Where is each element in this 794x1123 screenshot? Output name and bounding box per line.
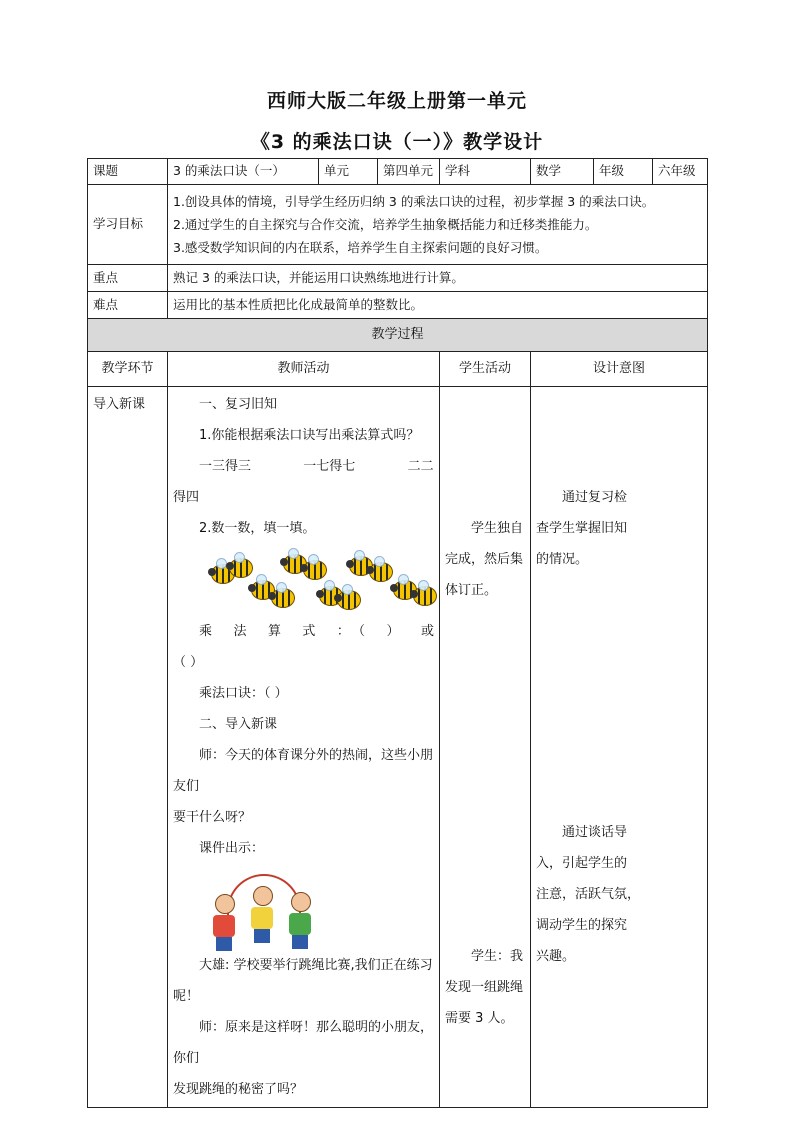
design-intent	[531, 387, 708, 1108]
formula-line: 乘 法 算 式 ：（ ） 或	[199, 624, 434, 639]
topic-value: 3 的乘法口诀（一）	[168, 159, 319, 185]
teacher-line: 师：原来是这样呀！那么聪明的小朋友，你们	[173, 1020, 434, 1066]
stage-cell	[88, 387, 168, 1108]
bees-illustration	[203, 550, 434, 614]
intent-text: 兴趣。	[536, 949, 576, 964]
intro-title: 二、导入新课	[199, 717, 278, 732]
question-2: 2.数一数，填一填。	[199, 521, 316, 536]
formula-line-2: （ ）	[173, 655, 204, 670]
courseware-label: 课件出示：	[199, 841, 265, 856]
intent-text: 入，引起学生的	[536, 856, 628, 871]
header-intent: 设计意图	[531, 352, 708, 387]
chant-item: 一三得三	[199, 459, 252, 474]
question-1: 1.你能根据乘法口诀写出乘法算式吗？	[199, 428, 420, 443]
student-text: 发现一组跳绳	[445, 980, 524, 995]
chant-fill-line: 乘法口诀：（ ）	[199, 686, 288, 701]
teacher-line: 师：今天的体育课分外的热闹，这些小朋友们	[173, 748, 434, 794]
topic-label: 课题	[88, 159, 168, 185]
bee-icon	[271, 588, 295, 608]
jump-rope-illustration	[213, 872, 313, 942]
bee-icon	[337, 590, 361, 610]
bee-icon	[369, 562, 393, 582]
teacher-line: 要干什么呀？	[173, 810, 252, 825]
difficulty-label: 难点	[88, 292, 168, 319]
teacher-activity	[168, 387, 440, 1108]
goals-label: 学习目标	[88, 185, 168, 265]
goal-item: 1.创设具体的情境，引导学生经历归纳 3 的乘法口诀的过程，初步掌握 3 的乘法口诀。	[173, 194, 655, 209]
goal-item: 2.通过学生的自主探究与合作交流，培养学生抽象概括能力和迁移类推能力。	[173, 217, 598, 232]
document-title: 西师大版二年级上册第一单元	[266, 90, 527, 112]
student-text: 学生独自	[471, 521, 524, 536]
student-text: 学生：我	[471, 949, 524, 964]
subject-value: 数学	[531, 159, 594, 185]
subject-label: 学科	[440, 159, 531, 185]
child-figure	[213, 894, 235, 951]
review-title: 一、复习旧知	[199, 397, 278, 412]
stage-label: 导入新课	[93, 397, 146, 412]
chant-item: 二二得四	[173, 459, 434, 505]
header-student: 学生活动	[440, 352, 531, 387]
goals-list	[168, 185, 708, 265]
intent-text: 注意，活跃气氛，	[536, 887, 641, 902]
lesson-title: 《3 的乘法口诀（一）》教学设计	[250, 131, 544, 153]
student-text: 完成，然后集	[445, 552, 524, 567]
unit-value: 第四单元	[378, 159, 440, 185]
difficulty-text: 运用比的基本性质把比化成最简单的整数比。	[168, 292, 708, 319]
teacher-line: 发现跳绳的秘密了吗？	[173, 1082, 304, 1097]
goal-item: 3.感受数学知识间的内在联系，培养学生自主探索问题的良好习惯。	[173, 240, 548, 255]
child-figure	[289, 892, 311, 949]
child-figure	[251, 886, 273, 943]
intent-text: 查学生掌握旧知	[536, 521, 628, 536]
grade-value: 六年级	[653, 159, 708, 185]
daxiong-line: 大雄: 学校要举行跳绳比赛,我们正在练习呢！	[173, 958, 433, 1004]
intent-text: 通过复习检	[562, 490, 628, 505]
chant-row	[173, 451, 434, 513]
chant-item: 一七得七	[303, 459, 356, 474]
unit-label: 单元	[319, 159, 378, 185]
grade-label: 年级	[594, 159, 653, 185]
intent-text: 调动学生的探究	[536, 918, 628, 933]
intent-text: 的情况。	[536, 552, 589, 567]
intent-text: 通过谈话导	[562, 825, 628, 840]
process-title: 教学过程	[88, 319, 708, 352]
key-point-text: 熟记 3 的乘法口诀，并能运用口诀熟练地进行计算。	[168, 265, 708, 292]
header-stage: 教学环节	[88, 352, 168, 387]
header-teacher: 教师活动	[168, 352, 440, 387]
student-text: 需要 3 人。	[445, 1011, 514, 1026]
key-point-label: 重点	[88, 265, 168, 292]
student-text: 体订正。	[445, 583, 498, 598]
student-activity	[440, 387, 531, 1108]
lesson-plan-table	[87, 158, 708, 1108]
bee-icon	[413, 586, 437, 606]
bee-icon	[229, 558, 253, 578]
bee-icon	[303, 560, 327, 580]
